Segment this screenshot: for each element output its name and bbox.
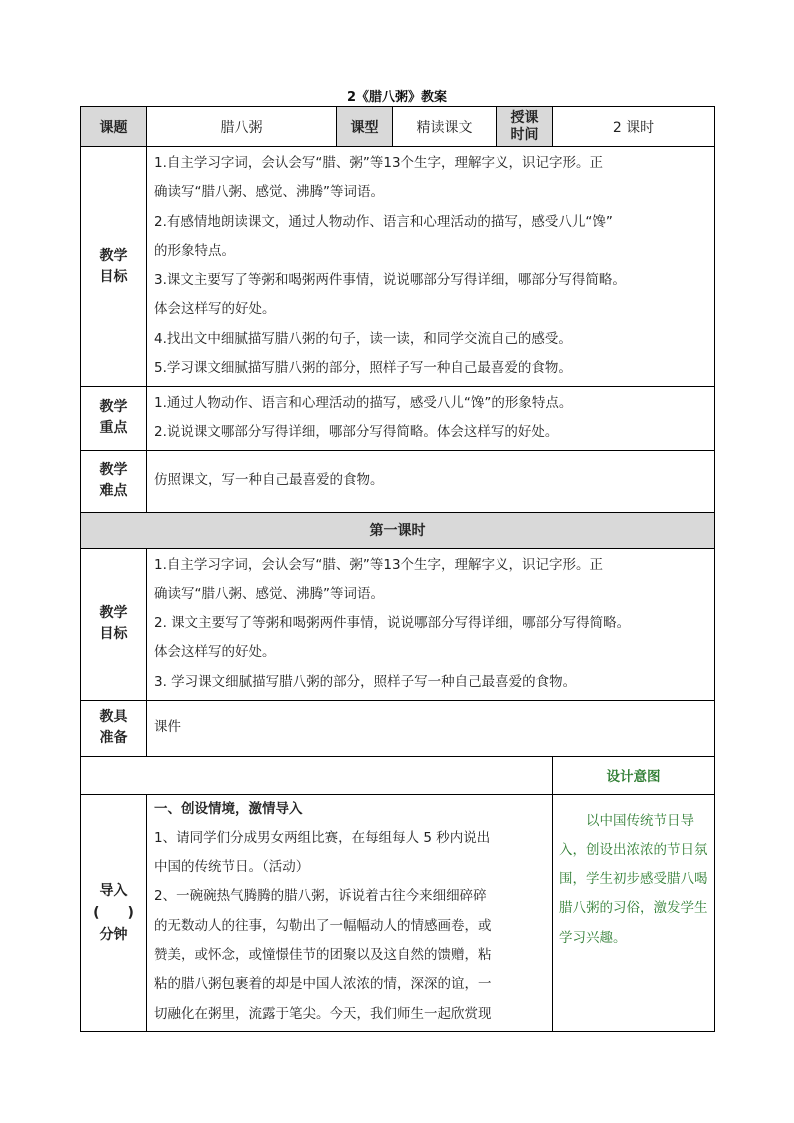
intro-line: 切融化在粥里，流露于笔尖。今天，我们师生一起欣赏现 — [154, 1005, 492, 1022]
design-intent-header-row — [81, 756, 715, 794]
intro-label — [81, 794, 147, 1031]
lesson-plan-table — [80, 106, 715, 1032]
intro-line: 中国的传统节日。（活动） — [154, 859, 310, 876]
key-points-label — [81, 387, 147, 451]
intro-label-line1: 导入 — [99, 882, 128, 899]
header-row — [81, 107, 715, 147]
lesson-objectives-row — [81, 548, 715, 700]
topic-value: 腊八粥 — [147, 107, 337, 147]
lesson-objectives-line: 确读写“腊八粥、感觉、沸腾”等词语。 — [154, 585, 384, 602]
objectives-row — [81, 147, 715, 387]
key-points-label-line2: 重点 — [99, 420, 128, 437]
type-label: 课型 — [337, 107, 393, 147]
key-points-line: 1.通过人物动作、语言和心理活动的描写，感受八儿“馋”的形象特点。 — [154, 395, 573, 411]
intro-line: 2、一碗碗热气腾腾的腊八粥，诉说着古往今来细细碎碎 — [154, 888, 487, 905]
tools-label — [81, 700, 147, 756]
objectives-label-line1: 教学 — [99, 247, 128, 264]
intro-content — [147, 794, 553, 1031]
tools-label-line1: 教具 — [99, 709, 128, 726]
intro-row — [81, 794, 715, 1031]
key-points-row — [81, 387, 715, 451]
lesson-objectives-label — [81, 548, 147, 700]
hours-label — [497, 107, 553, 147]
lesson-objectives-line: 1.自主学习字词，会认会写“腊、粥”等13个生字，理解字义，识记字形。正 — [154, 556, 604, 573]
objectives-content — [147, 147, 715, 387]
difficulties-label-line2: 难点 — [99, 483, 128, 500]
design-intent-header: 设计意图 — [553, 756, 715, 794]
objectives-label — [81, 147, 147, 387]
tools-row — [81, 700, 715, 756]
intro-line: 1、请同学们分成男女两组比赛，在每组每人 5 秒内说出 — [154, 829, 491, 846]
intro-line: 的无数动人的往事，勾勒出了一幅幅动人的情感画卷，或 — [154, 917, 492, 934]
first-lesson-title: 第一课时 — [81, 512, 715, 548]
lesson-objectives-content — [147, 548, 715, 700]
objectives-line: 4.找出文中细腻描写腊八粥的句子，读一读，和同学交流自己的感受。 — [154, 330, 572, 347]
intro-label-line2: ( ) — [93, 904, 134, 921]
objectives-line: 2.有感情地朗读课文，通过人物动作、语言和心理活动的描写，感受八儿“馋” — [154, 213, 613, 230]
hours-label-line2: 时间 — [510, 126, 539, 143]
objectives-line: 5.学习课文细腻描写腊八粥的部分，照样子写一种自己最喜爱的食物。 — [154, 360, 572, 377]
difficulties-label-line1: 教学 — [99, 462, 128, 479]
key-points-line: 2.说说课文哪部分写得详细，哪部分写得简略。体会这样写的好处。 — [154, 424, 559, 441]
lesson-objectives-label-line1: 教学 — [99, 605, 128, 622]
type-value: 精读课文 — [393, 107, 497, 147]
topic-label: 课题 — [81, 107, 147, 147]
document-title: 2《腊八粥》教案 — [346, 90, 448, 105]
first-lesson-row — [81, 512, 715, 548]
lesson-objectives-line: 3. 学习课文细腻描写腊八粥的部分，照样子写一种自己最喜爱的食物。 — [154, 673, 577, 690]
objectives-label-line2: 目标 — [99, 268, 128, 285]
design-intent-note — [553, 794, 715, 1031]
hours-label-line1: 授课 — [510, 109, 539, 126]
intro-heading: 一、创设情境，激情导入 — [154, 800, 303, 817]
difficulties-content: 仿照课文，写一种自己最喜爱的食物。 — [147, 450, 715, 512]
intro-line: 粘的腊八粥包裹着的却是中国人浓浓的情，深深的谊，一 — [154, 976, 492, 993]
key-points-content — [147, 387, 715, 451]
difficulties-label — [81, 450, 147, 512]
objectives-line: 体会这样写的好处。 — [154, 301, 276, 318]
key-points-label-line1: 教学 — [99, 399, 128, 416]
lesson-objectives-line: 体会这样写的好处。 — [154, 644, 276, 661]
lesson-objectives-line: 2. 课文主要写了等粥和喝粥两件事情，说说哪部分写得详细，哪部分写得简略。 — [154, 615, 631, 632]
intro-line: 赞美，或怀念，或憧憬佳节的团聚以及这自然的馈赠，粘 — [154, 947, 492, 964]
lesson-objectives-label-line2: 目标 — [99, 626, 128, 643]
objectives-line: 的形象特点。 — [154, 242, 235, 259]
objectives-line: 3.课文主要写了等粥和喝粥两件事情，说说哪部分写得详细，哪部分写得简略。 — [154, 272, 626, 289]
difficulties-row — [81, 450, 715, 512]
objectives-line: 确读写“腊八粥、感觉、沸腾”等词语。 — [154, 184, 384, 201]
hours-value: 2 课时 — [553, 107, 715, 147]
intro-label-line3: 分钟 — [99, 926, 128, 943]
design-intent-text: 以中国传统节日导入，创设出浓浓的节日氛围，学生初步感受腊八喝腊八粥的习俗，激发学生学习兴趣。 — [559, 812, 708, 946]
process-header-empty — [81, 756, 553, 794]
tools-label-line2: 准备 — [99, 730, 128, 747]
objectives-line: 1.自主学习字词，会认会写“腊、粥”等13个生字，理解字义，识记字形。正 — [154, 155, 604, 171]
tools-value: 课件 — [147, 700, 715, 756]
